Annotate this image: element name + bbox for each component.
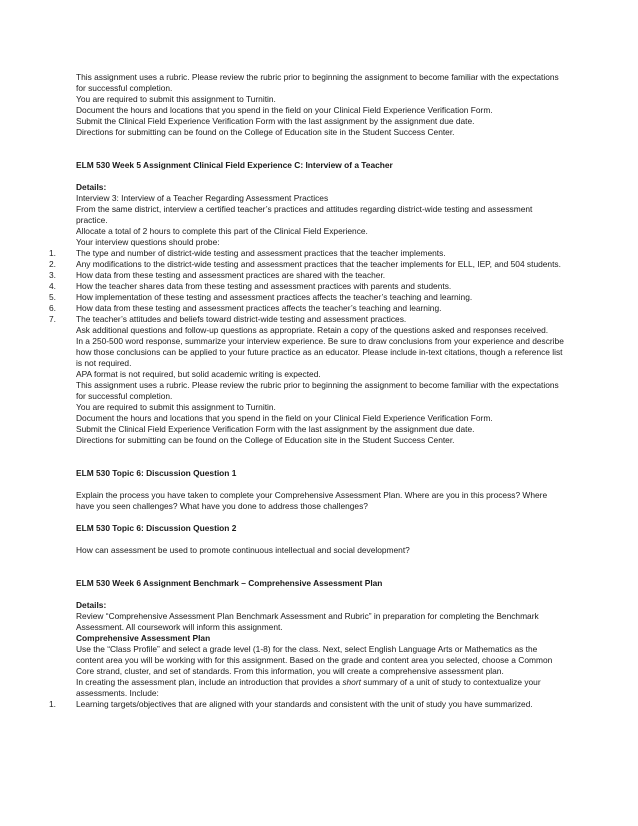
week5-after-line: You are required to submit this assignment to Turnitin.	[76, 402, 276, 412]
week6-use: Use the “Class Profile” and select a grade level (1-8) for the class. Next, select English Language Arts or Mathematics as the content area you will be working with for this assignment. Based on the grade and content area you selected, choose a Common Core strand, cluster, and set of standards. From this information, you will create a comprehensive assessment plan.	[76, 644, 553, 676]
topic6-q2-body: How can assessment be used to promote continuous intellectual and social development?	[76, 545, 410, 555]
week6-list	[49, 699, 564, 710]
emphasis-short: short	[342, 677, 361, 687]
week5-intro-line: Interview 3: Interview of a Teacher Regarding Assessment Practices	[76, 193, 329, 203]
week5-details-label: Details:	[76, 182, 107, 192]
hours-note: Document the hours and locations that you spend in the field on your Clinical Field Experience Verification Form.	[76, 105, 493, 115]
list-item: 1. Learning targets/objectives that are aligned with your standards and consistent with the unit of study you have summarized.	[49, 699, 533, 709]
week5-after-line: Submit the Clinical Field Experience Verification Form with the last assignment by the assignment due date.	[76, 424, 475, 434]
rubric-note: This assignment uses a rubric. Please review the rubric prior to beginning the assignment to become familiar with the expectations for successful completion.	[76, 72, 559, 93]
week5-after-line: Ask additional questions and follow-up questions as appropriate. Retain a copy of the questions asked and responses received.	[76, 325, 549, 335]
document-body	[49, 72, 564, 710]
submit-form-note: Submit the Clinical Field Experience Verification Form with the last assignment by the assignment due date.	[76, 116, 475, 126]
week6-details-label: Details:	[76, 600, 107, 610]
topic6-q1-heading: ELM 530 Topic 6: Discussion Question 1	[76, 468, 237, 478]
week5-after-line: This assignment uses a rubric. Please review the rubric prior to beginning the assignment to become familiar with the expectations for successful completion.	[76, 380, 559, 401]
week5-after-line: In a 250-500 word response, summarize your interview experience. Be sure to draw conclusions from your experience and describe how those conclusions can be applied to your future practice as an educator. Please include in-text citations, though a reference list is not required.	[76, 336, 564, 368]
week6-subheading: Comprehensive Assessment Plan	[76, 633, 211, 643]
week5-intro-line: Your interview questions should probe:	[76, 237, 220, 247]
directions-note: Directions for submitting can be found on the College of Education site in the Student Success Center.	[76, 127, 455, 137]
list-item: 5. How implementation of these testing and assessment practices affects the teacher’s teaching and learning.	[49, 292, 473, 302]
list-item: 2. Any modifications to the district-wide testing and assessment practices that the teacher implements for ELL, IEP, and 504 students.	[49, 259, 561, 269]
list-item: 7. The teacher’s attitudes and beliefs toward district-wide testing and assessment practices.	[49, 314, 407, 324]
week5-intro-line: Allocate a total of 2 hours to complete this part of the Clinical Field Experience.	[76, 226, 368, 236]
week6-creating: In creating the assessment plan, include an introduction that provides a short summary of a unit of study to contextualize your assessments. Include:	[76, 677, 541, 698]
week5-heading: ELM 530 Week 5 Assignment Clinical Field Experience C: Interview of a Teacher	[76, 160, 393, 170]
list-item: 1. The type and number of district-wide testing and assessment practices that the teacher implements.	[49, 248, 446, 258]
topic6-q2-heading: ELM 530 Topic 6: Discussion Question 2	[76, 523, 237, 533]
week5-after-line: Directions for submitting can be found on the College of Education site in the Student Success Center.	[76, 435, 455, 445]
week5-after-line: APA format is not required, but solid academic writing is expected.	[76, 369, 321, 379]
topic6-q1-body: Explain the process you have taken to complete your Comprehensive Assessment Plan. Where are you in this process? Where have you seen challenges? What have you done to address those challenges?	[76, 490, 548, 511]
week6-heading: ELM 530 Week 6 Assignment Benchmark – Comprehensive Assessment Plan	[76, 578, 383, 588]
list-item: 4. How the teacher shares data from these testing and assessment practices with parents and students.	[49, 281, 452, 291]
turnitin-note: You are required to submit this assignment to Turnitin.	[76, 94, 276, 104]
week5-after-line: Document the hours and locations that you spend in the field on your Clinical Field Experience Verification Form.	[76, 413, 493, 423]
list-item: 3. How data from these testing and assessment practices are shared with the teacher.	[49, 270, 386, 280]
list-item: 6. How data from these testing and assessment practices affects the teacher’s teaching and learning.	[49, 303, 442, 313]
week5-intro-line: From the same district, interview a certified teacher’s practices and attitudes regarding district-wide testing and assessment practice.	[76, 204, 533, 225]
week6-review: Review “Comprehensive Assessment Plan Benchmark Assessment and Rubric” in preparation for completing the Benchmark Assessment. All coursework will inform this assignment.	[76, 611, 539, 632]
interview-question-list	[49, 248, 564, 325]
